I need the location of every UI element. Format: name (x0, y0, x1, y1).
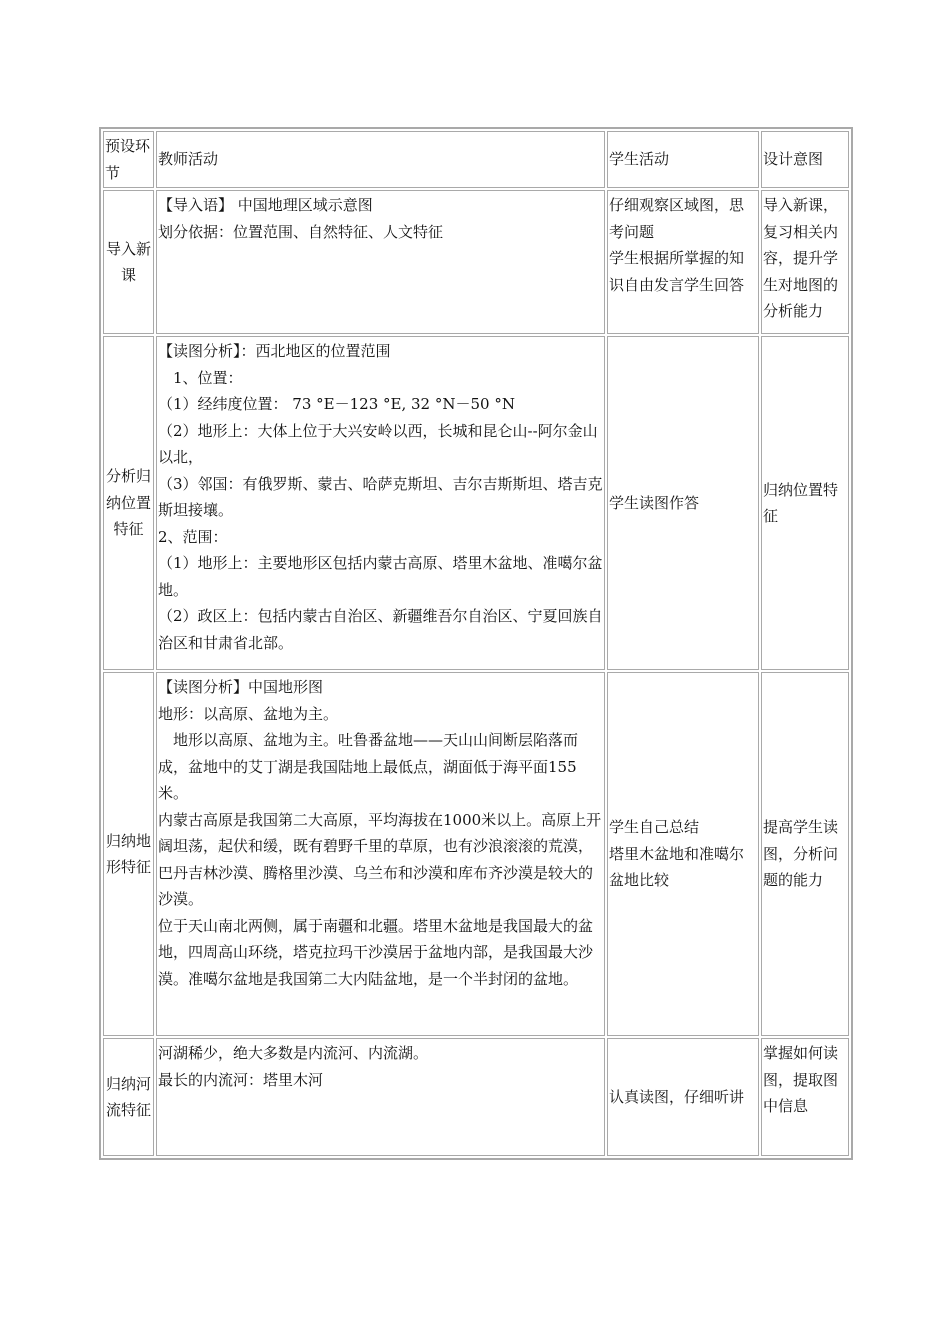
teacher-activity-cell (156, 190, 605, 334)
student-activity-cell (607, 1038, 759, 1156)
teacher-line: （1）地形上：主要地形区包括内蒙古高原、塔里木盆地、准噶尔盆地。 (158, 554, 603, 599)
teacher-line: 地形以高原、盆地为主。吐鲁番盆地——天山山间断层陷落而成，盆地中的艾丁湖是我国陆地上最低点，湖面低于海平面155米。 (158, 731, 579, 802)
teacher-line: 1、位置： (158, 368, 243, 387)
teacher-line: 【读图分析】：西北地区的位置范围 (158, 342, 391, 360)
teacher-activity-cell (156, 672, 605, 1036)
student-line: 学生自己总结 (609, 818, 700, 837)
teacher-line: 河湖稀少，绝大多数是内流河、内流湖。 (158, 1044, 429, 1062)
student-activity-cell (607, 672, 759, 1036)
teacher-line: 内蒙古高原是我国第二大高原，平均海拔在1000米以上。高原上开阔坦荡，起伏和缓，既有碧野千里的草原，也有沙浪滚滚的荒漠，巴丹吉林沙漠、腾格里沙漠、乌兰布和沙漠和库布齐沙漠是较大的沙漠。 (158, 810, 602, 908)
student-line: 认真读图，仔细听讲 (609, 1087, 745, 1106)
header-teacher-activity: 教师活动 (156, 131, 605, 188)
teacher-line: 【读图分析】中国地形图 (158, 678, 324, 696)
teacher-line: （2）地形上：大体上位于大兴安岭以西，长城和昆仑山--阿尔金山以北， (158, 421, 598, 466)
student-activity-cell (607, 336, 759, 670)
stage-cell: 归纳地形特征 (103, 672, 154, 1036)
student-line: 学生根据所掌握的知识自由发言学生回答 (609, 249, 745, 294)
design-intent-cell: 提高学生读图，分析问题的能力 (761, 672, 849, 1036)
teacher-line: （3）邻国：有俄罗斯、蒙古、哈萨克斯坦、吉尔吉斯斯坦、塔吉克斯坦接壤。 (158, 474, 603, 519)
table-header-row (103, 131, 849, 188)
teacher-line: 位于天山南北两侧，属于南疆和北疆。塔里木盆地是我国最大的盆地，四周高山环绕，塔克拉玛干沙漠居于盆地内部，是我国最大沙漠。准噶尔盆地是我国第二大内陆盆地，是一个半封闭的盆地。 (158, 916, 594, 988)
teacher-line: 地形：以高原、盆地为主。 (158, 704, 339, 723)
table-row-intro (103, 190, 849, 334)
student-line: 塔里木盆地和准噶尔盆地比较 (609, 844, 745, 890)
table-row-location (103, 336, 849, 670)
stage-cell: 导入新课 (103, 190, 154, 334)
teacher-line: （1）经纬度位置： 73 °E－123 °E, 32 °N－50 °N (158, 395, 515, 413)
lesson-plan-table (99, 127, 853, 1160)
header-design-intent: 设计意图 (761, 131, 849, 188)
stage-cell: 分析归纳位置特征 (103, 336, 154, 670)
table-row-rivers (103, 1038, 849, 1156)
table-row-terrain (103, 672, 849, 1036)
header-student-activity: 学生活动 (607, 131, 759, 188)
design-intent-cell: 掌握如何读图，提取图中信息 (761, 1038, 849, 1156)
teacher-line: 划分依据：位置范围、自然特征、人文特征 (158, 222, 444, 241)
student-line: 学生读图作答 (609, 493, 700, 512)
teacher-line: 2、范围： (158, 527, 228, 546)
teacher-line: （2）政区上：包括内蒙古自治区、新疆维吾尔自治区、宁夏回族自治区和甘肃省北部。 (158, 607, 603, 652)
header-stage: 预设环节 (103, 131, 154, 188)
student-line: 仔细观察区域图，思考问题 (609, 196, 745, 241)
student-activity-cell (607, 190, 759, 334)
design-intent-cell: 归纳位置特征 (761, 336, 849, 670)
stage-cell: 归纳河流特征 (103, 1038, 154, 1156)
teacher-line: 【导入语】 中国地理区域示意图 (158, 196, 373, 214)
teacher-line: 最长的内流河：塔里木河 (158, 1070, 324, 1089)
teacher-activity-cell (156, 336, 605, 670)
teacher-activity-cell (156, 1038, 605, 1156)
design-intent-cell: 导入新课，复习相关内容，提升学生对地图的分析能力 (761, 190, 849, 334)
